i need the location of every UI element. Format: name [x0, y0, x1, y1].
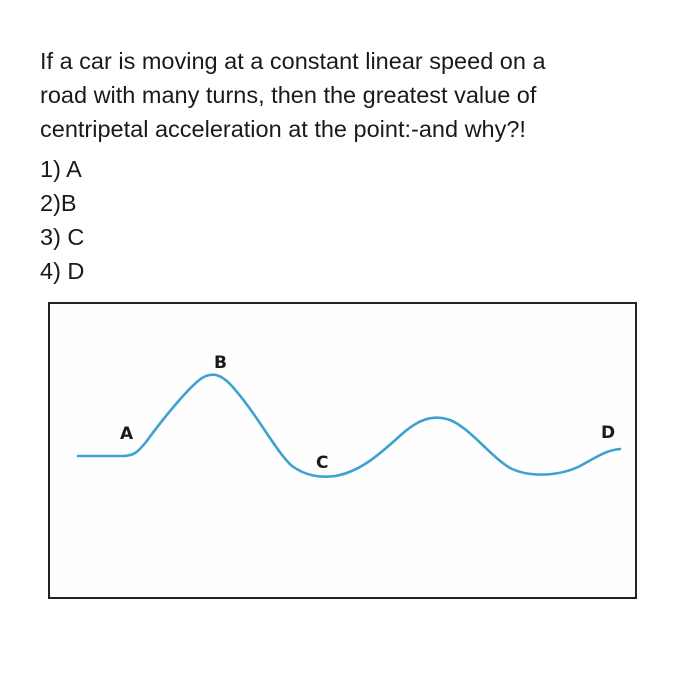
road-diagram [48, 302, 637, 599]
road-curve [78, 375, 620, 477]
road-diagram-svg [50, 304, 635, 597]
answer-options [40, 152, 84, 288]
point-label-a: A [120, 424, 134, 444]
point-label-c: C [316, 453, 329, 473]
point-label-d: D [601, 423, 616, 443]
question-line-1: If a car is moving at a constant linear speed on a [40, 48, 546, 74]
question-line-2: road with many turns, then the greatest value of [40, 82, 537, 108]
option-b: 2)B [40, 190, 77, 216]
option-c: 3) C [40, 224, 85, 250]
option-d: 4) D [40, 258, 85, 284]
option-a: 1) A [40, 156, 82, 182]
point-label-b: B [214, 353, 227, 373]
question-text [40, 44, 660, 146]
question-line-3: centripetal acceleration at the point:-and why?! [40, 116, 526, 142]
